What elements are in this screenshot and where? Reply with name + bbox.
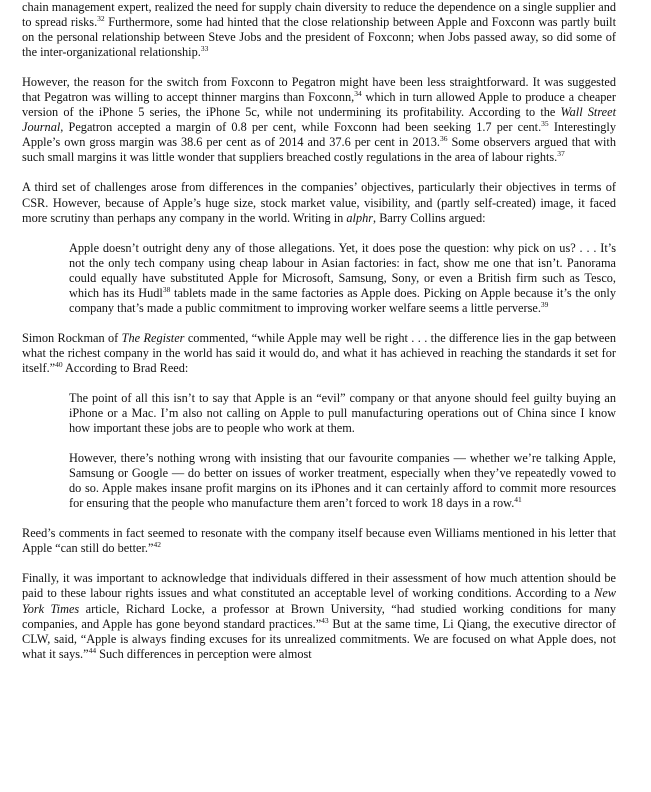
text-run: Finally, it was important to acknowledge that individuals differed in their assessment of how much attention should be paid to these labour rights issues and what constituted an acceptable level of working conditions. According to a (22, 571, 616, 601)
paragraph-supplier-diversity (22, 0, 616, 60)
text-run: Furthermore, some had hinted that the close relationship between Apple and Foxconn was partly built on the personal relationship between Steve Jobs and the president of Foxconn; when Jobs passed away, so did some of the inter-organizational relationship. (22, 15, 616, 60)
text-run: However, there’s nothing wrong with insisting that our favourite companies — whether we’re talking Apple, Samsung or Google — do better on issues of worker treatment, especially when they’ve repeatedly vowed to do so. Apple makes insane profit margins on its iPhones and it can certainly afford to commit more resources for ensuring that the people who manufacture them aren’t forced to work 18 days in a row. (69, 451, 616, 511)
paragraph-simon-rockman (22, 331, 616, 376)
italic-title: Wall Street Journal (22, 105, 616, 135)
footnote-ref: 35 (541, 119, 549, 129)
text-run: which in turn allowed Apple to produce a cheaper version of the iPhone 5 series, the iPhone 5c, while not undermining its profitability. According to the (22, 90, 616, 120)
text-run: Simon Rockman of (22, 330, 122, 345)
paragraph-csr-objectives (22, 180, 616, 225)
footnote-ref: 38 (162, 284, 171, 294)
paragraph-pegatron-margins (22, 75, 616, 165)
blockquote-barry-collins (69, 241, 616, 316)
footnote-ref: 41 (514, 495, 522, 505)
text-run: Some observers argued that with such small margins it was little wonder that suppliers breached costly regulations in the area of labour rights. (22, 135, 616, 165)
text-run: , Barry Collins argued: (373, 210, 486, 225)
text-run: , Pegatron accepted a margin of 0.8 per cent, while Foxconn had been seeking 1.7 per cent. (60, 120, 542, 135)
footnote-ref: 33 (200, 44, 209, 54)
text-run: chain management expert, realized the need for supply chain diversity to reduce the dependence on a single supplier and to spread risks. (22, 0, 616, 30)
paragraph-perception-differences (22, 571, 616, 661)
italic-title: New York Times (22, 586, 616, 616)
document-page (22, 0, 616, 677)
text-run: However, the reason for the switch from Foxconn to Pegatron might have been less straightforward. It was suggested that Pegatron was willing to accept thinner margins than Foxconn, (22, 75, 616, 105)
footnote-ref: 39 (540, 299, 549, 309)
italic-title: alphr (346, 210, 374, 225)
paragraph-reed-comments (22, 526, 616, 556)
footnote-ref: 32 (97, 13, 105, 23)
text-run: According to Brad Reed: (62, 360, 189, 375)
text-run: Reed’s comments in fact seemed to resonate with the company itself because even Williams mentioned in his letter that Apple “can still do better.” (22, 526, 616, 556)
text-run: Apple doesn’t outright deny any of those allegations. Yet, it does pose the question: why pick on us? . . . It’s not the only tech company using cheap labour in Asian factories: in fact, show me one that isn’t. Panorama could equally have substituted Apple for Microsoft, Samsung, Sony, or even a British firm such as Tesco, which has its Hudl (69, 240, 616, 300)
footnote-ref: 37 (557, 149, 565, 159)
text-run: commented, “while Apple may well be right . . . the difference lies in the gap between what the richest company in the world has said it would do, and what it has achieved in reaching the standards it set for itself.” (22, 330, 616, 375)
text-run: article, Richard Locke, a professor at Brown University, “had studied working conditions for many companies, and Apple has gone beyond standard practices.” (22, 601, 616, 631)
blockquote-brad-reed-2 (69, 451, 616, 511)
text-run: Such differences in perception were almost (96, 646, 312, 661)
text-run: A third set of challenges arose from differences in the companies’ objectives, particularly their objectives in terms of CSR. However, because of Apple’s huge size, stock market value, visibility, and (partly self-created) image, it faced more scrutiny than perhaps any company in the world. Writing in (22, 180, 616, 225)
text-run: But at the same time, Li Qiang, the executive director of CLW, said, “Apple is always finding excuses for its unrealized commitments. We are focused on what Apple does, not what it says.” (22, 616, 617, 661)
blockquote-brad-reed-1 (69, 391, 616, 436)
text-run: tablets made in the same factories as Apple does. Picking on Apple because it’s the only company that’s made a public commitment to improving worker welfare seems a little perverse. (69, 285, 616, 315)
footnote-ref: 34 (354, 89, 362, 99)
footnote-ref: 40 (55, 359, 63, 369)
footnote-ref: 36 (440, 134, 448, 144)
text-run: The point of all this isn’t to say that Apple is an “evil” company or that anyone should feel guilty buying an iPhone or a Mac. I’m also not calling on Apple to pull manufacturing operations out of China since I know how important these jobs are to people who work at them. (69, 390, 616, 436)
italic-title: The Register (121, 330, 185, 345)
footnote-ref: 43 (321, 615, 329, 625)
footnote-ref: 42 (153, 540, 161, 550)
footnote-ref: 44 (88, 645, 97, 655)
text-run: Interestingly Apple’s own gross margin was 38.6 per cent as of 2014 and 37.6 per cent in 2013. (22, 120, 616, 150)
